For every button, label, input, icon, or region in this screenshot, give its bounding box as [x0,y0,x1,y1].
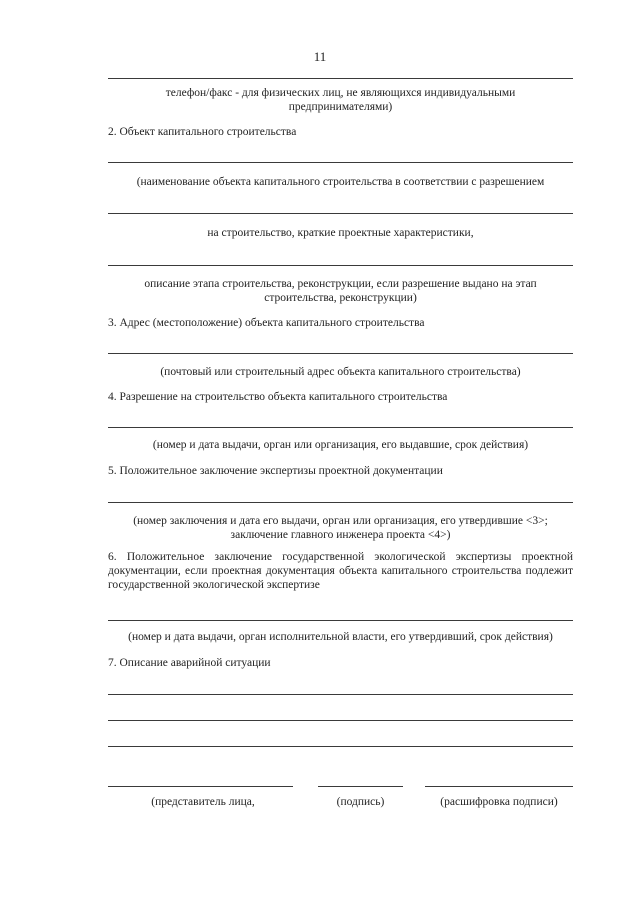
caption-line: (почтовый или строительный адрес объекта капитального строительства) [160,366,521,378]
signature-caption-representative: (представитель лица, [151,796,255,808]
section-4-heading: 4. Разрешение на строительство объекта капитального строительства [108,391,448,403]
section-3-heading: 3. Адрес (местоположение) объекта капитального строительства [108,317,425,329]
fill-line [108,720,573,721]
caption-line: (номер и дата выдачи, орган или организация, его выдавшие, срок действия) [152,439,529,451]
fill-line [108,746,573,747]
caption-line: заключение главного инженера проекта <4>) [230,529,451,541]
section-5-heading: 5. Положительное заключение экспертизы проектной документации [108,465,443,477]
section-7-heading: 7. Описание аварийной ситуации [108,657,271,669]
caption-line: (номер заключения и дата его выдачи, орган или организация, его утвердившие <3>; [133,515,548,527]
fill-line [108,502,573,503]
signature-caption-decode: (расшифровка подписи) [440,796,558,808]
caption-line: (номер и дата выдачи, орган исполнительной власти, его утвердивший, срок действия) [128,631,553,643]
fill-line [108,78,573,79]
fill-line [108,162,573,163]
section-2-heading: 2. Объект капитального строительства [108,126,297,138]
caption-line: на строительство, краткие проектные характеристики, [207,227,474,239]
fill-line [108,265,573,266]
caption-line: предпринимателями) [288,101,393,113]
fill-line [108,694,573,695]
fill-line [108,427,573,428]
signature-line [318,786,403,787]
caption-line: (наименование объекта капитального строительства в соответствии с разрешением [136,176,545,188]
caption-line: строительства, реконструкции) [264,292,417,304]
fill-line [108,353,573,354]
page-number: 11 [313,49,327,64]
section-6-heading: 6. Положительное заключение государственной экологической экспертизы проектной документации, если проектная документация объекта капитального строительства подлежит государственной экологической экспертизе [108,551,573,591]
caption-line: телефон/факс - для физических лиц, не являющихся индивидуальными [165,87,516,99]
signature-line [108,786,293,787]
signature-line [425,786,573,787]
caption-line: описание этапа строительства, реконструкции, если разрешение выдано на этап [144,278,537,290]
fill-line [108,620,573,621]
signature-caption-sign: (подпись) [336,796,385,808]
fill-line [108,213,573,214]
